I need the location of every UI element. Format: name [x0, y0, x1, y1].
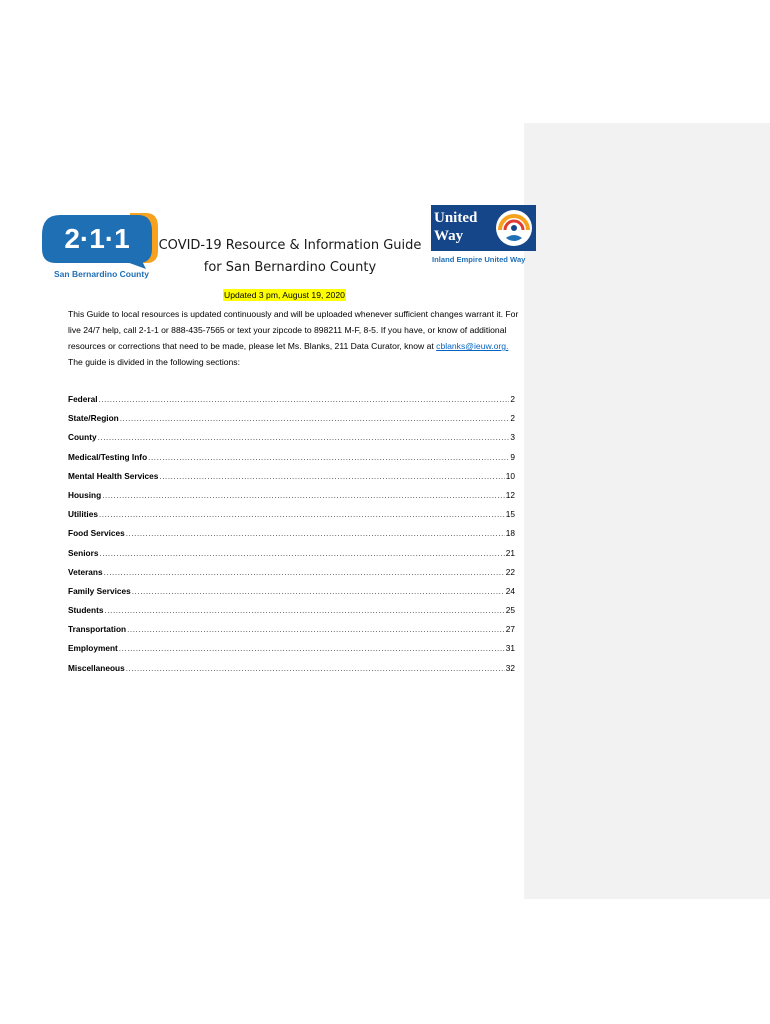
toc-leader	[99, 395, 510, 404]
toc-leader	[105, 606, 505, 615]
rainbow-hand-icon	[494, 208, 534, 248]
toc-label: Housing	[68, 489, 102, 500]
toc-label: Medical/Testing Info	[68, 451, 148, 462]
toc-entry[interactable]	[68, 528, 515, 547]
toc-page: 32	[505, 662, 515, 673]
toc-leader	[120, 414, 510, 423]
toc-page: 15	[505, 509, 515, 520]
toc-entry[interactable]	[68, 643, 515, 662]
toc-entry[interactable]	[68, 624, 515, 643]
toc-entry[interactable]	[68, 509, 515, 528]
toc-label: Seniors	[68, 547, 99, 558]
document-title	[150, 235, 430, 279]
toc-label: Family Services	[68, 585, 131, 596]
logo-211-main: 2·1·1	[64, 223, 130, 254]
toc-leader	[148, 453, 509, 462]
toc-page: 3	[510, 432, 515, 443]
toc-label: Food Services	[68, 528, 125, 539]
toc-leader	[159, 472, 504, 481]
toc-leader	[99, 510, 505, 519]
toc-page: 25	[505, 605, 515, 616]
toc-label: County	[68, 432, 97, 443]
logo-united-way-line2: Way	[434, 228, 464, 244]
toc-entry[interactable]	[68, 605, 515, 624]
toc-entry[interactable]	[68, 586, 515, 605]
toc-page: 12	[505, 489, 515, 500]
intro-paragraph	[68, 306, 520, 370]
toc-entry[interactable]	[68, 413, 515, 432]
toc-page: 2	[510, 413, 515, 424]
toc-entry[interactable]	[68, 432, 515, 451]
toc-label: Students	[68, 605, 104, 616]
toc-leader	[127, 625, 505, 634]
toc-entry[interactable]	[68, 567, 515, 586]
toc-label: State/Region	[68, 413, 119, 424]
toc-leader	[102, 491, 505, 500]
logo-211-badge	[38, 211, 163, 269]
toc-label: Mental Health Services	[68, 470, 159, 481]
toc-page: 22	[505, 566, 515, 577]
comment-pane	[524, 123, 770, 899]
toc-label: Employment	[68, 643, 118, 654]
intro-text-end: The guide is divided in the following sections:	[68, 357, 240, 367]
toc-leader	[126, 664, 505, 673]
toc-leader	[98, 433, 510, 442]
toc-label: Transportation	[68, 624, 127, 635]
toc-entry[interactable]	[68, 490, 515, 509]
toc-page: 18	[505, 528, 515, 539]
logo-211	[38, 211, 163, 283]
toc-entry[interactable]	[68, 452, 515, 471]
logo-united-way-sub: Inland Empire United Way	[432, 255, 526, 264]
toc-page: 24	[505, 585, 515, 596]
logo-united-way	[431, 205, 536, 269]
toc-leader	[119, 644, 505, 653]
logo-united-way-box	[431, 205, 536, 251]
toc-leader	[132, 587, 505, 596]
toc-page: 2	[510, 394, 515, 404]
toc-page: 27	[505, 624, 515, 635]
toc-page: 31	[505, 643, 515, 654]
toc-page: 9	[510, 451, 515, 462]
title-line-2: for San Bernardino County	[203, 260, 377, 275]
toc-entry[interactable]	[68, 663, 515, 682]
logo-211-county: San Bernardino County	[54, 269, 149, 279]
toc-label: Veterans	[68, 566, 103, 577]
toc-leader	[104, 568, 505, 577]
logo-united-way-line1: United	[434, 210, 478, 226]
email-link[interactable]: cblanks@ieuw.org.	[436, 341, 509, 351]
toc-page: 21	[505, 547, 515, 558]
toc-entry[interactable]	[68, 548, 515, 567]
toc-leader	[99, 549, 504, 558]
title-line-1: COVID-19 Resource & Information Guide	[158, 238, 422, 253]
updated-date: Updated 3 pm, August 19, 2020	[224, 290, 345, 300]
toc-page: 10	[505, 470, 515, 481]
table-of-contents	[68, 394, 515, 682]
intro-text: This Guide to local resources is updated continuously and will be uploaded whenever sufficient changes warrant it. For live 24/7 help, call 2-1-1 or 888-435-7565 or text your zipcode to 898211 M-F, 8-5. If you have, or know of additional resources or corrections that need to be made, please let Ms. Blanks, 211 Data Curator, know at	[68, 309, 519, 351]
toc-entry[interactable]	[68, 471, 515, 490]
toc-leader	[126, 529, 505, 538]
toc-label: Miscellaneous	[68, 662, 125, 673]
toc-label: Utilities	[68, 509, 98, 520]
toc-label: Federal	[68, 394, 98, 404]
toc-entry[interactable]	[68, 394, 515, 413]
